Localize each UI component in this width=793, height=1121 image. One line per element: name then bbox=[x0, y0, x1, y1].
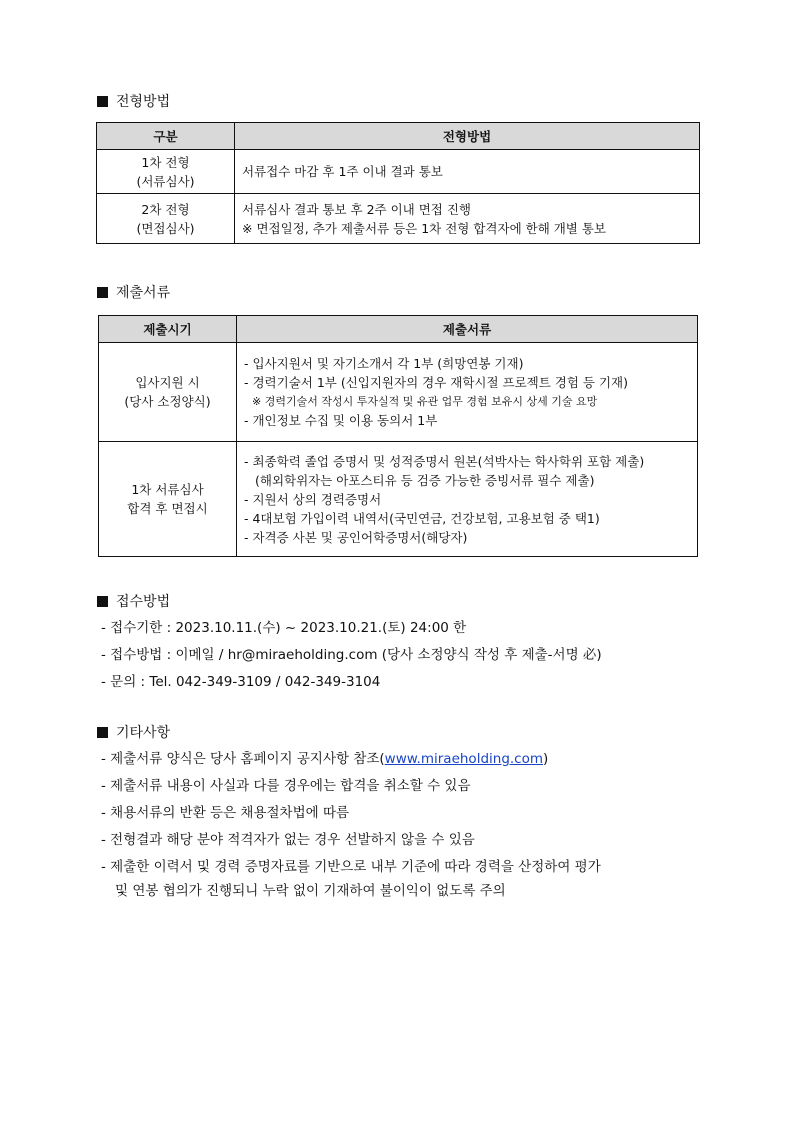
section-heading-screening: 전형방법 bbox=[97, 93, 170, 111]
screening-table bbox=[96, 122, 700, 244]
contact-line: - 문의 : Tel. 042-349-3109 / 042-349-3104 bbox=[101, 674, 381, 690]
table-row bbox=[97, 194, 700, 244]
content-cell: 서류심사 결과 통보 후 2주 이내 면접 진행 ※ 면접일정, 추가 제출서류 등은 1차 전형 합격자에 한해 개별 통보 bbox=[235, 194, 700, 244]
list-item: - 최종학력 졸업 증명서 및 성적증명서 원본(석박사는 학사학위 포함 제출) bbox=[244, 453, 645, 469]
content-cell bbox=[237, 442, 698, 557]
stage-cell: 1차 전형 (서류심사) bbox=[97, 150, 235, 194]
deadline-line: - 접수기한 : 2023.10.11.(수) ~ 2023.10.21.(토) 24:00 한 bbox=[101, 620, 467, 636]
stage-cell: 2차 전형 (면접심사) bbox=[97, 194, 235, 244]
note-item: ※ 경력기술서 작성시 투자실적 및 유관 업무 경험 보유시 상세 기술 요망 bbox=[252, 395, 598, 408]
homepage-link[interactable]: www.miraeholding.com bbox=[384, 751, 544, 767]
stage-cell: 1차 서류심사 합격 후 면접시 bbox=[99, 442, 237, 557]
table-row bbox=[99, 343, 698, 442]
square-bullet-icon bbox=[97, 287, 108, 298]
content-cell: 서류접수 마감 후 1주 이내 결과 통보 bbox=[235, 150, 700, 194]
list-item: - 4대보험 가입이력 내역서(국민연금, 건강보험, 고용보험 중 택1) bbox=[244, 510, 600, 526]
table-header-cell: 전형방법 bbox=[235, 123, 700, 150]
method-line: - 접수방법 : 이메일 / hr@miraeholding.com (당사 소정양식 작성 후 제출-서명 必) bbox=[101, 647, 602, 663]
section-heading-other: 기타사항 bbox=[97, 724, 170, 742]
list-item: - 개인정보 수집 및 이용 동의서 1부 bbox=[244, 413, 438, 428]
table-header-row bbox=[97, 123, 700, 150]
list-item: - 경력기술서 1부 (신입지원자의 경우 재학시절 프로젝트 경험 등 기재) bbox=[244, 375, 629, 390]
square-bullet-icon bbox=[97, 96, 108, 107]
stage-cell: 입사지원 시 (당사 소정양식) bbox=[99, 343, 237, 442]
list-item-continuation: 및 연봉 협의가 진행되니 누락 없이 기재하여 불이익이 없도록 주의 bbox=[115, 883, 506, 899]
table-header-cell: 제출서류 bbox=[237, 316, 698, 343]
documents-table bbox=[98, 315, 698, 557]
list-item: - 채용서류의 반환 등은 채용절차법에 따름 bbox=[101, 805, 350, 821]
table-row bbox=[99, 442, 698, 557]
table-header-cell: 제출시기 bbox=[99, 316, 237, 343]
list-item: - 제출서류 양식은 당사 홈페이지 공지사항 참조(www.miraeholding.com) bbox=[101, 751, 549, 767]
list-item: - 전형결과 해당 분야 적격자가 없는 경우 선발하지 않을 수 있음 bbox=[101, 832, 475, 848]
section-heading-documents: 제출서류 bbox=[97, 284, 170, 302]
content-cell bbox=[237, 343, 698, 442]
table-row bbox=[97, 150, 700, 194]
table-header-cell: 구분 bbox=[97, 123, 235, 150]
table-header-row bbox=[99, 316, 698, 343]
list-item: - 제출서류 내용이 사실과 다를 경우에는 합격을 취소할 수 있음 bbox=[101, 778, 471, 794]
list-item: - 제출한 이력서 및 경력 증명자료를 기반으로 내부 기준에 따라 경력을 산정하여 평가 bbox=[101, 859, 601, 875]
list-item: - 입사지원서 및 자기소개서 각 1부 (희망연봉 기재) bbox=[244, 356, 524, 371]
square-bullet-icon bbox=[97, 727, 108, 738]
list-item: - 자격증 사본 및 공인어학증명서(해당자) bbox=[244, 529, 468, 545]
section-heading-application: 접수방법 bbox=[97, 593, 170, 611]
list-item: - 지원서 상의 경력증명서 bbox=[244, 491, 382, 507]
square-bullet-icon bbox=[97, 596, 108, 607]
list-item-continuation: (해외학위자는 아포스티유 등 검증 가능한 증빙서류 필수 제출) bbox=[255, 472, 595, 488]
